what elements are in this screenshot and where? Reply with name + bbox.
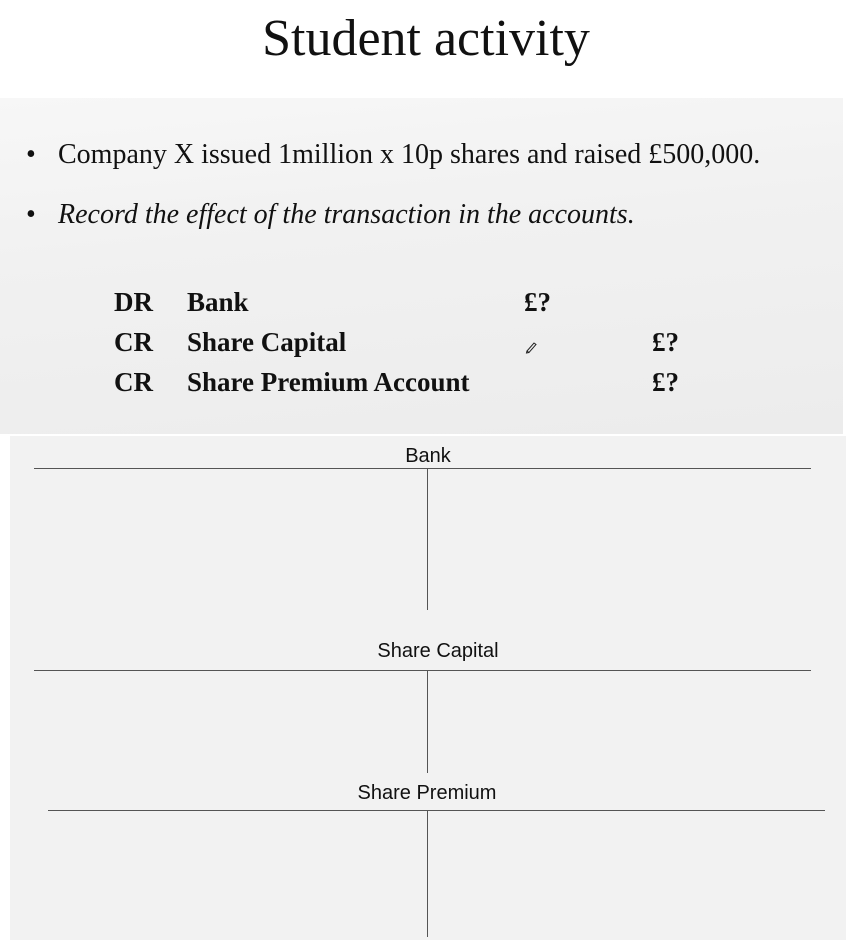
journal-credit: £?: [652, 327, 679, 357]
t-account-divider: [427, 671, 428, 773]
bullet-icon: •: [26, 139, 36, 170]
slide-title: Student activity: [262, 10, 590, 67]
bullet-icon: •: [26, 199, 36, 230]
t-account-top-line: [34, 468, 811, 469]
journal-debit: £?: [524, 287, 551, 317]
journal-side: DR: [114, 287, 153, 317]
bullet-text: Company X issued 1million x 10p shares and raised £500,000.: [58, 139, 761, 170]
bullet-item: [26, 198, 635, 232]
t-account-title: Share Capital: [377, 640, 499, 662]
pencil-cursor-icon: [524, 340, 538, 354]
bullet-item: [26, 138, 760, 172]
t-account-top-line: [34, 670, 811, 671]
bullet-text: Record the effect of the transaction in the accounts.: [58, 199, 635, 230]
journal-account: Share Capital: [187, 327, 347, 357]
t-account-divider: [427, 469, 428, 610]
journal-account: Bank: [187, 287, 249, 317]
journal-side: CR: [114, 367, 153, 397]
t-accounts-area: [10, 436, 846, 940]
t-account-divider: [427, 811, 428, 937]
journal-credit: £?: [652, 367, 679, 397]
t-account-title: Bank: [405, 445, 451, 467]
t-account-top-line: [48, 810, 825, 811]
journal-account: Share Premium Account: [187, 367, 470, 397]
journal-side: CR: [114, 327, 153, 357]
t-account-title: Share Premium: [357, 782, 497, 804]
